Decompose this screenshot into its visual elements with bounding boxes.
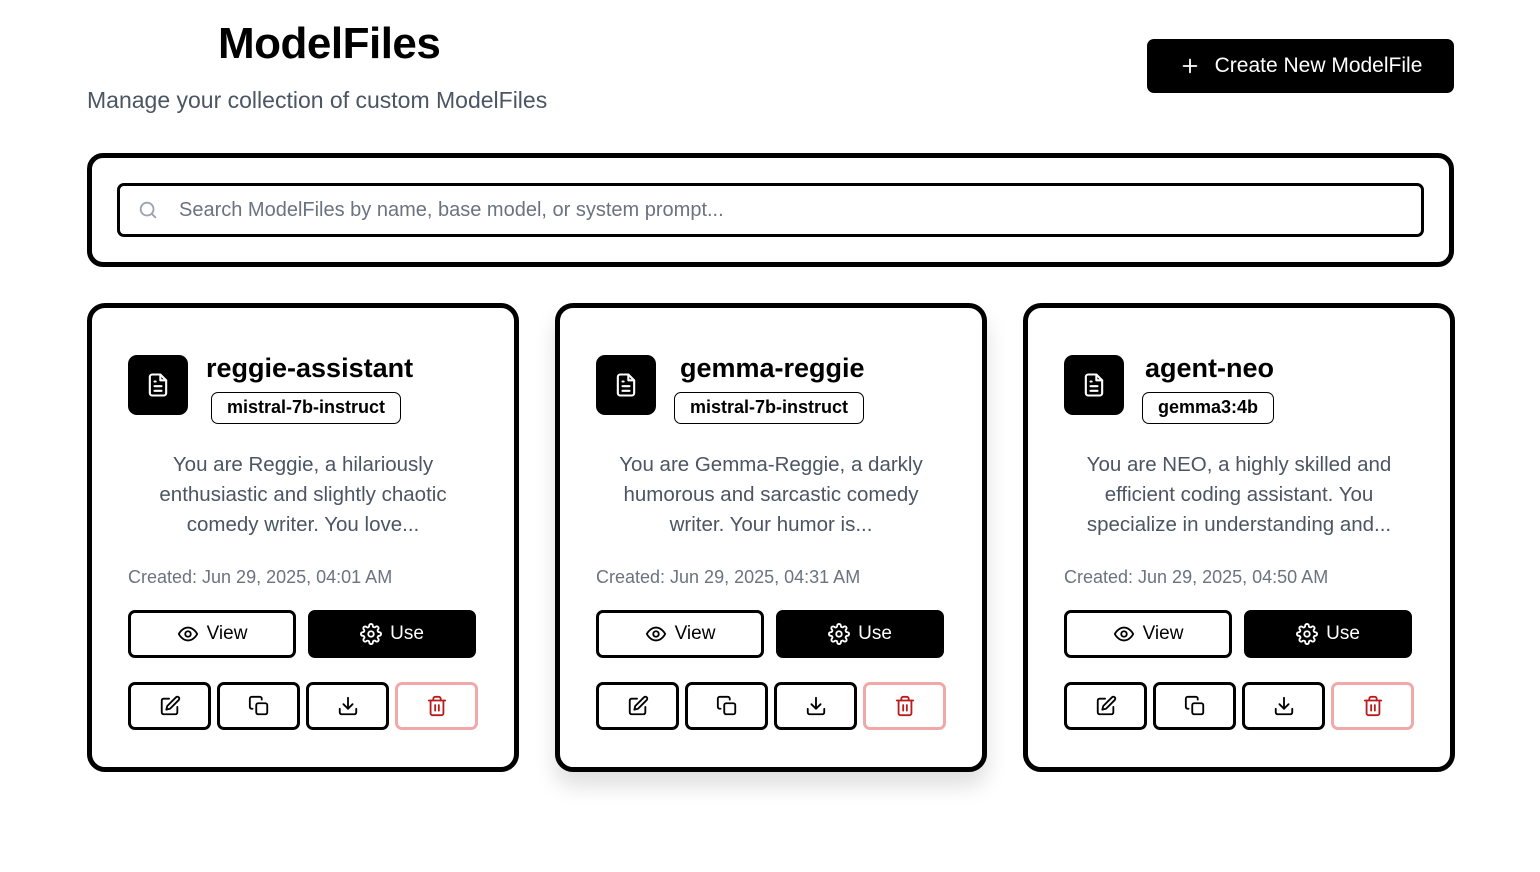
view-label: View	[674, 623, 716, 644]
duplicate-button[interactable]	[1153, 682, 1236, 730]
base-model-badge: mistral-7b-instruct	[211, 392, 401, 424]
card-secondary-actions	[1064, 682, 1414, 730]
edit-icon	[627, 695, 649, 717]
modelfile-card	[87, 303, 519, 772]
file-text-icon	[596, 355, 656, 415]
card-description: You are Gemma-Reggie, a darkly humorous and sarcastic comedy writer. Your humor is...	[619, 453, 923, 536]
view-label: View	[206, 623, 248, 644]
trash-icon	[894, 695, 916, 717]
card-description: You are Reggie, a hilariously enthusiastic and slightly chaotic comedy writer. You love...	[159, 453, 447, 536]
view-label: View	[1142, 623, 1184, 644]
eye-icon	[1113, 623, 1135, 645]
page-title: ModelFiles	[218, 19, 441, 68]
copy-icon	[716, 695, 738, 717]
copy-icon	[1184, 695, 1206, 717]
download-icon	[337, 695, 359, 717]
use-label: Use	[390, 623, 424, 644]
card-primary-actions	[1064, 610, 1412, 658]
download-button[interactable]	[1242, 682, 1325, 730]
create-modelfile-button[interactable]	[1147, 39, 1454, 93]
download-button[interactable]	[774, 682, 857, 730]
file-text-icon	[1064, 355, 1124, 415]
create-modelfile-label: Create New ModelFile	[1214, 54, 1423, 77]
card-secondary-actions	[596, 682, 946, 730]
edit-button[interactable]	[1064, 682, 1147, 730]
card-primary-actions	[128, 610, 476, 658]
duplicate-button[interactable]	[217, 682, 300, 730]
file-text-icon	[128, 355, 188, 415]
edit-icon	[159, 695, 181, 717]
delete-button[interactable]	[1331, 682, 1414, 730]
use-button[interactable]	[1244, 610, 1412, 658]
created-date: Created: Jun 29, 2025, 04:50 AM	[1064, 567, 1329, 587]
search-input[interactable]	[179, 186, 1421, 234]
modelfile-card	[1023, 303, 1455, 772]
download-icon	[805, 695, 827, 717]
delete-button[interactable]	[395, 682, 478, 730]
created-date: Created: Jun 29, 2025, 04:01 AM	[128, 567, 393, 587]
download-button[interactable]	[306, 682, 389, 730]
gear-icon	[828, 623, 850, 645]
use-label: Use	[858, 623, 892, 644]
card-name: gemma-reggie	[680, 353, 865, 383]
page-subtitle: Manage your collection of custom ModelFiles	[87, 87, 548, 113]
eye-icon	[177, 623, 199, 645]
card-primary-actions	[596, 610, 944, 658]
edit-button[interactable]	[596, 682, 679, 730]
view-button[interactable]	[596, 610, 764, 658]
use-button[interactable]	[776, 610, 944, 658]
plus-icon	[1179, 55, 1201, 77]
created-date: Created: Jun 29, 2025, 04:31 AM	[596, 567, 861, 587]
search-box	[117, 183, 1424, 237]
delete-button[interactable]	[863, 682, 946, 730]
base-model-badge: mistral-7b-instruct	[674, 392, 864, 424]
edit-button[interactable]	[128, 682, 211, 730]
view-button[interactable]	[1064, 610, 1232, 658]
card-name: agent-neo	[1145, 353, 1275, 383]
gear-icon	[360, 623, 382, 645]
card-name: reggie-assistant	[206, 353, 414, 383]
download-icon	[1273, 695, 1295, 717]
search-icon	[137, 199, 159, 221]
search-panel	[87, 153, 1454, 267]
use-button[interactable]	[308, 610, 476, 658]
eye-icon	[645, 623, 667, 645]
trash-icon	[1362, 695, 1384, 717]
duplicate-button[interactable]	[685, 682, 768, 730]
trash-icon	[426, 695, 448, 717]
copy-icon	[248, 695, 270, 717]
use-label: Use	[1326, 623, 1360, 644]
gear-icon	[1296, 623, 1318, 645]
modelfile-card	[555, 303, 987, 772]
edit-icon	[1095, 695, 1117, 717]
view-button[interactable]	[128, 610, 296, 658]
base-model-badge: gemma3:4b	[1142, 392, 1274, 424]
card-description: You are NEO, a highly skilled and efficient coding assistant. You specialize in understanding and...	[1086, 453, 1392, 536]
card-secondary-actions	[128, 682, 478, 730]
